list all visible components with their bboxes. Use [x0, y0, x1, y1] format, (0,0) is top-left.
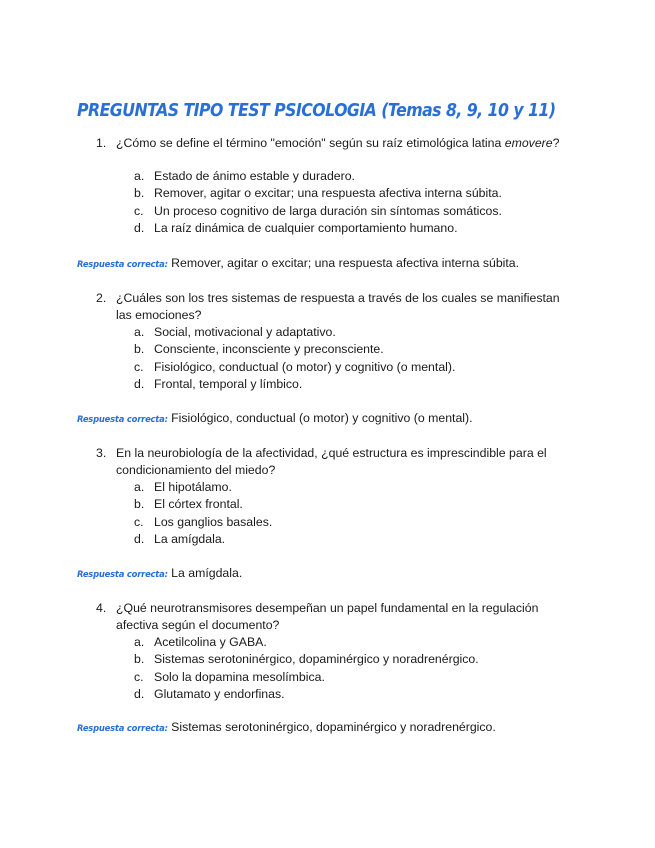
option-b: b. Remover, agitar o excitar; una respuesta afectiva interna súbita. — [134, 186, 502, 201]
answer-label: Respuesta correcta: — [77, 723, 168, 733]
question-text-main: ¿Cómo se define el término "emoción" según su raíz etimológica latina — [116, 136, 502, 150]
options-list — [134, 634, 479, 703]
option-b: b. El córtex frontal. — [134, 497, 243, 512]
question-number: 3. — [96, 446, 107, 460]
option-a: a. Estado de ánimo estable y duradero. — [134, 169, 355, 183]
option-d: d. La raíz dinámica de cualquier comportamiento humano. — [134, 220, 458, 235]
option-text: Social, motivacional y adaptativo. — [154, 325, 336, 339]
answer-label: Respuesta correcta: — [77, 259, 168, 269]
correct-answer — [77, 720, 496, 734]
option-a: a. Social, motivacional y adaptativo. — [134, 325, 336, 339]
option-text: El hipotálamo. — [154, 480, 232, 494]
option-text: Fisiológico, conductual (o motor) y cognitivo (o mental). — [154, 359, 456, 374]
options-list — [134, 168, 502, 237]
option-text: La amígdala. — [154, 531, 226, 546]
answer-label: Respuesta correcta: — [77, 569, 168, 579]
option-text: Sistemas serotoninérgico, dopaminérgico y noradrenérgico. — [154, 652, 479, 667]
option-c: c. Los ganglios basales. — [134, 514, 273, 529]
option-d: d. Frontal, temporal y límbico. — [134, 376, 303, 391]
correct-answer — [77, 256, 519, 270]
option-text: Frontal, temporal y límbico. — [154, 376, 303, 391]
option-text: Glutamato y endorfinas. — [154, 686, 285, 701]
option-text: El córtex frontal. — [154, 497, 243, 512]
question-text-main: ¿Cuáles son los tres sistemas de respuesta a través de los cuales se manifiestan las emociones? — [116, 291, 560, 323]
question-text-main: ¿Qué neurotransmisores desempeñan un papel fundamental en la regulación afectiva según el documento? — [116, 601, 539, 633]
option-text: Un proceso cognitivo de larga duración sin síntomas somáticos. — [154, 203, 502, 218]
option-text: Acetilcolina y GABA. — [154, 635, 267, 649]
option-b: b. Sistemas serotoninérgico, dopaminérgico y noradrenérgico. — [134, 652, 479, 667]
question-text — [96, 135, 576, 152]
document-title: PREGUNTAS TIPO TEST PSICOLOGIA (Temas 8, 9, 10 y 11) — [77, 101, 556, 121]
option-c: c. Un proceso cognitivo de larga duración sin síntomas somáticos. — [134, 203, 502, 218]
option-a: a. El hipotálamo. — [134, 480, 232, 494]
answer-text: Sistemas serotoninérgico, dopaminérgico y noradrenérgico. — [171, 720, 496, 734]
option-d: d. La amígdala. — [134, 531, 226, 546]
question-number: 1. — [96, 136, 107, 150]
question-text — [96, 600, 576, 635]
answer-text: La amígdala. — [171, 566, 243, 580]
answer-label: Respuesta correcta: — [77, 414, 168, 424]
question-number: 4. — [96, 601, 107, 615]
question-number: 2. — [96, 291, 107, 305]
option-c: c. Fisiológico, conductual (o motor) y cognitivo (o mental). — [134, 359, 456, 374]
question-text — [96, 290, 576, 325]
option-b: b. Consciente, inconsciente y preconsciente. — [134, 342, 384, 357]
question-text-end: ? — [552, 136, 560, 150]
option-text: La raíz dinámica de cualquier comportamiento humano. — [154, 220, 458, 235]
correct-answer — [77, 566, 242, 580]
question-text-main: En la neurobiología de la afectividad, ¿qué estructura es imprescindible para el condicionamiento del miedo? — [116, 446, 547, 478]
option-text: Remover, agitar o excitar; una respuesta afectiva interna súbita. — [154, 186, 502, 201]
option-a: a. Acetilcolina y GABA. — [134, 635, 267, 649]
option-text: Estado de ánimo estable y duradero. — [154, 169, 355, 183]
question-text — [96, 445, 576, 480]
question-text-italic: emovere — [504, 136, 553, 150]
option-c: c. Solo la dopamina mesolímbica. — [134, 669, 325, 684]
correct-answer — [77, 411, 473, 425]
options-list — [134, 324, 455, 393]
answer-text: Remover, agitar o excitar; una respuesta afectiva interna súbita. — [171, 256, 520, 270]
option-text: Solo la dopamina mesolímbica. — [154, 669, 325, 684]
option-text: Consciente, inconsciente y preconsciente. — [154, 342, 384, 357]
option-d: d. Glutamato y endorfinas. — [134, 686, 285, 701]
option-text: Los ganglios basales. — [154, 514, 273, 529]
answer-text: Fisiológico, conductual (o motor) y cognitivo (o mental). — [171, 411, 473, 425]
options-list — [134, 479, 272, 548]
